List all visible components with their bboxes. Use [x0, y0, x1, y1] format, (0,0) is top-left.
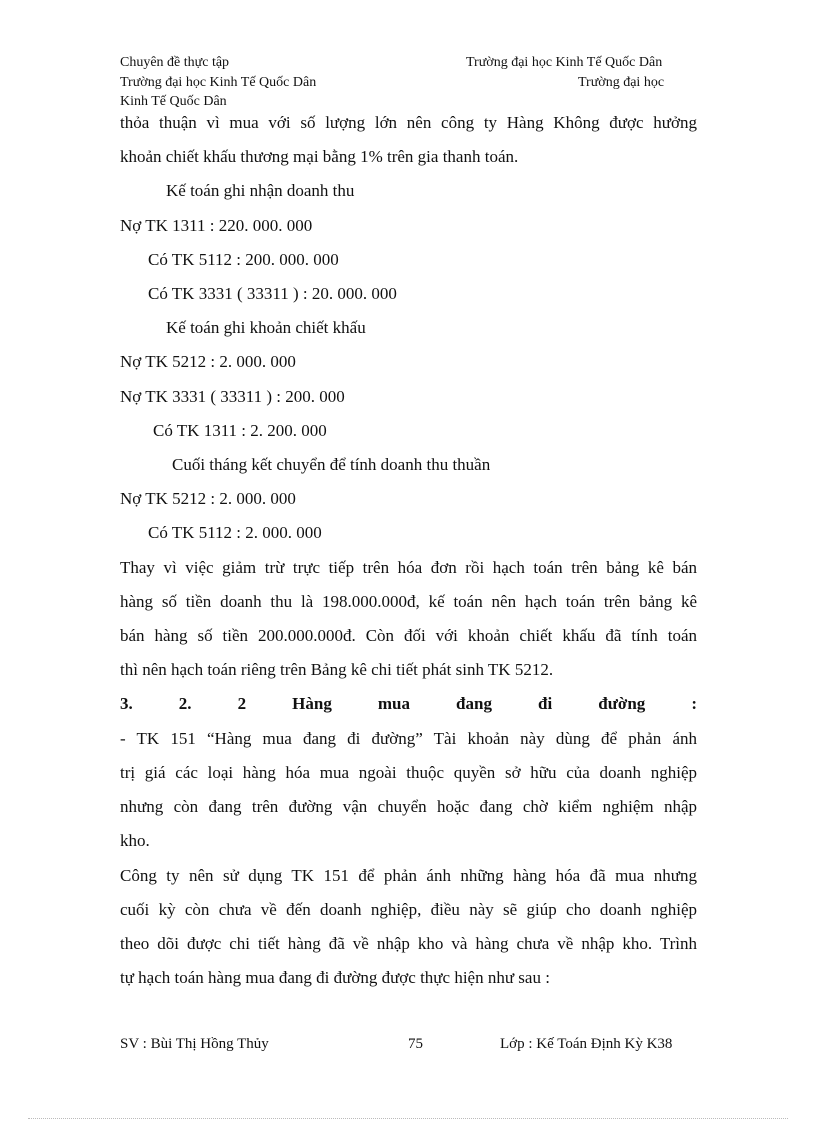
paragraph-1-line-2: hàng số tiền doanh thu là 198.000.000đ, kế toán nên hạch toán trên bảng kê — [120, 592, 697, 611]
header-right-2: Trường đại học — [578, 75, 665, 90]
footer-class: Lớp : Kế Toán Định Kỳ K38 — [500, 1036, 673, 1052]
paragraph-1-line-4: thì nên hạch toán riêng trên Bảng kê chi tiết phát sinh TK 5212. — [120, 660, 554, 679]
journal-entry-3: Có TK 3331 ( 33311 ) : 20. 000. 000 — [148, 284, 397, 303]
journal-entry-5: Nợ TK 3331 ( 33311 ) : 200. 000 — [120, 387, 345, 406]
paragraph-1-line-1: Thay vì việc giảm trừ trực tiếp trên hóa đơn rồi hạch toán trên bảng kê bán — [120, 558, 697, 577]
body-line-1: thỏa thuận vì mua với số lượng lớn nên công ty Hàng Không được hưởng — [120, 113, 697, 132]
paragraph-3-line-1: Công ty nên sử dụng TK 151 để phản ánh những hàng hóa đã mua nhưng — [120, 866, 697, 885]
section-heading: 3. 2. 2 Hàng mua đang đi đường : — [120, 694, 697, 713]
journal-entry-8: Có TK 5112 : 2. 000. 000 — [148, 523, 322, 542]
header-right-1: Trường đại học Kinh Tế Quốc Dân — [466, 55, 663, 70]
body-line-11: Cuối tháng kết chuyển để tính doanh thu thuần — [172, 455, 491, 474]
body-line-3: Kế toán ghi nhận doanh thu — [166, 181, 355, 200]
paragraph-2-line-1: - TK 151 “Hàng mua đang đi đường” Tài khoản này dùng để phản ánh — [120, 729, 697, 748]
header-left-1: Chuyên đề thực tập — [120, 55, 230, 70]
journal-entry-4: Nợ TK 5212 : 2. 000. 000 — [120, 352, 296, 371]
body-line-2: khoản chiết khấu thương mại bằng 1% trên gia thanh toán. — [120, 147, 519, 166]
paragraph-2-line-3: nhưng còn đang trên đường vận chuyển hoặc đang chờ kiểm nghiệm nhập — [120, 797, 697, 816]
footer-student: SV : Bùi Thị Hồng Thủy — [120, 1036, 269, 1052]
journal-entry-7: Nợ TK 5212 : 2. 000. 000 — [120, 489, 296, 508]
paragraph-2-line-4: kho. — [120, 831, 150, 850]
journal-entry-6: Có TK 1311 : 2. 200. 000 — [153, 421, 327, 440]
journal-entry-2: Có TK 5112 : 200. 000. 000 — [148, 250, 339, 269]
header-left-3: Kinh Tế Quốc Dân — [120, 94, 227, 109]
page-bottom-divider — [28, 1118, 788, 1119]
paragraph-2-line-2: trị giá các loại hàng hóa mua ngoài thuộc quyền sở hữu của doanh nghiệp — [120, 763, 697, 782]
paragraph-3-line-3: theo dõi được chi tiết hàng đã về nhập kho và hàng chưa về nhập kho. Trình — [120, 934, 697, 953]
footer-page-number: 75 — [408, 1036, 423, 1052]
body-line-7: Kế toán ghi khoản chiết khấu — [166, 318, 366, 337]
paragraph-3-line-4: tự hạch toán hàng mua đang đi đường được thực hiện như sau : — [120, 968, 550, 987]
paragraph-3-line-2: cuối kỳ còn chưa về đến doanh nghiệp, điều này sẽ giúp cho doanh nghiệp — [120, 900, 697, 919]
paragraph-1-line-3: bán hàng số tiền 200.000.000đ. Còn đối với khoản chiết khấu đã tính toán — [120, 626, 697, 645]
header-left-2: Trường đại học Kinh Tế Quốc Dân — [120, 75, 317, 90]
journal-entry-1: Nợ TK 1311 : 220. 000. 000 — [120, 216, 313, 235]
